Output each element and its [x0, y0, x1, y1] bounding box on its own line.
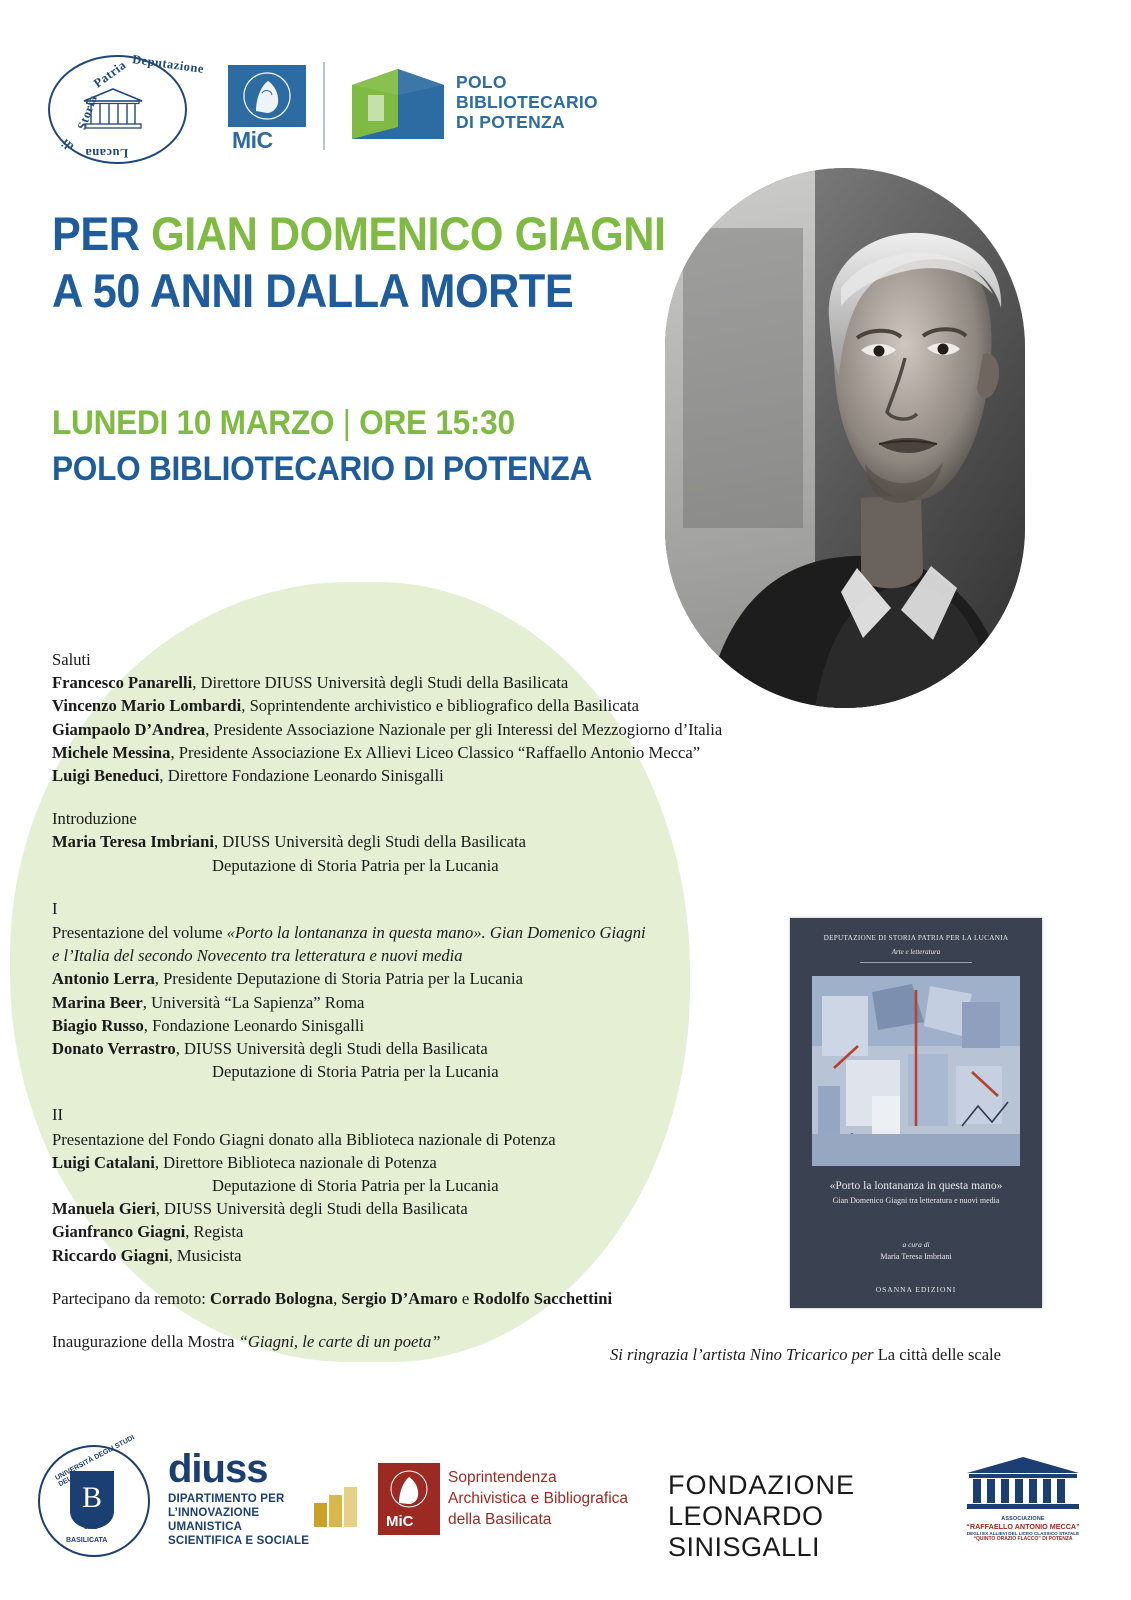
remote-name-2: Sergio D’Amaro — [341, 1288, 458, 1308]
speaker-role: , Direttore Fondazione Leonardo Sinisgalli — [159, 766, 444, 786]
affiliation-second-line: Deputazione di Storia Patria per la Lucania — [212, 1176, 499, 1196]
subtitle-separator: | — [334, 404, 360, 442]
unibas-logo — [38, 1434, 146, 1553]
mic-label: MiC — [232, 127, 273, 153]
book-building-icon — [348, 65, 446, 145]
speaker-name: Michele Messina — [52, 742, 171, 762]
book-title: «Porto la lontananza in questa mano» — [829, 1180, 1003, 1192]
section-description: Presentazione del Fondo Giagni donato alla Biblioteca nazionale di Potenza — [52, 1129, 556, 1149]
title-line2: A 50 ANNI DALLA MORTE — [52, 264, 574, 317]
portrait-illustration — [665, 168, 1025, 708]
speaker-name: Luigi Beneduci — [52, 766, 160, 786]
program-text — [52, 648, 812, 1373]
speaker-role: , DIUSS Università degli Studi della Basilicata — [213, 832, 526, 852]
speaker-name: Antonio Lerra — [52, 969, 155, 989]
mecca-line-1: ASSOCIAZIONE — [1001, 1516, 1045, 1522]
section-numeral: II — [52, 1105, 64, 1125]
unibas-bottom-text: BASILICATA — [66, 1537, 108, 1544]
logo-word-lucana: Lucana — [85, 146, 129, 160]
section-description — [52, 921, 812, 944]
exhibition-opening — [52, 1330, 812, 1353]
list-item-second-line — [52, 1174, 812, 1197]
speaker-role: , Musicista — [168, 1245, 242, 1265]
mostra-title: “Giagni, le carte di un poeta” — [238, 1332, 441, 1352]
mecca-line-4: “QUINTO ORAZIO FLACCO” DI POTENZA — [973, 1536, 1073, 1542]
speaker-role: , Presidente Deputazione di Storia Patria per la Lucania — [154, 969, 523, 989]
introduzione-block — [52, 807, 812, 877]
logo-text-ring — [40, 45, 205, 170]
speaker-name: Vincenzo Mario Lombardi — [52, 696, 242, 716]
list-item — [52, 991, 812, 1014]
list-item — [52, 1151, 812, 1174]
soprintendenza-logo — [378, 1463, 636, 1535]
event-subtitle — [52, 400, 592, 492]
book-publisher: OSANNA EDIZIONI — [875, 1285, 957, 1294]
speaker-name: Gianfranco Giagni — [52, 1222, 186, 1242]
saluti-block — [52, 648, 812, 787]
mic-red-box — [378, 1463, 440, 1535]
deputazione-storia-patria-logo — [40, 45, 205, 170]
book-cover — [790, 918, 1042, 1308]
unibas-text-ring — [38, 1434, 146, 1553]
list-item — [52, 1197, 812, 1220]
speaker-role: , Direttore DIUSS Università degli Studi della Basilicata — [192, 673, 569, 693]
affiliation-second-line: Deputazione di Storia Patria per la Lucania — [212, 1062, 499, 1082]
section-one-block — [52, 897, 812, 1084]
diuss-bars-icon — [314, 1487, 358, 1527]
list-item — [52, 1244, 812, 1267]
mic-box — [228, 65, 306, 127]
list-item — [52, 694, 812, 717]
desc-italic-1: «Porto la lontananza in questa mano». Gian Domenico Giagni — [226, 923, 646, 943]
speaker-name: Donato Verrastro — [52, 1039, 176, 1059]
section-two-block — [52, 1103, 812, 1266]
mic-emblem-icon — [389, 1469, 429, 1511]
diuss-line-3: UMANISTICA — [168, 1521, 243, 1533]
list-item — [52, 1220, 812, 1243]
mecca-association-logo — [948, 1455, 1098, 1555]
polo-line-1: POLO — [456, 72, 507, 92]
mecca-line-3: DEGLI EX ALLIEVI DEL LICEO CLASSICO STATALE — [966, 1531, 1080, 1536]
remote-prefix: Partecipano da remoto: — [52, 1288, 211, 1308]
book-series: Arte e letteratura — [891, 948, 941, 956]
fondazione-line-2: LEONARDO SINISGALLI — [668, 1501, 824, 1562]
mic-emblem-icon — [242, 71, 292, 121]
section-numeral: I — [52, 898, 58, 918]
speaker-name: Luigi Catalani — [52, 1152, 155, 1172]
title-per: PER — [52, 207, 152, 260]
abstract-painting-icon — [812, 976, 1020, 1166]
page-title — [52, 205, 666, 319]
speaker-name: Manuela Gieri — [52, 1199, 156, 1219]
speaker-name: Maria Teresa Imbriani — [52, 832, 214, 852]
desc-plain: Presentazione del volume — [52, 923, 227, 943]
title-name: GIAN DOMENICO GIAGNI — [151, 207, 666, 260]
diuss-line-4: SCIENTIFICA E SOCIALE — [168, 1535, 310, 1547]
polo-label — [456, 72, 598, 132]
list-item — [52, 718, 812, 741]
speaker-role: , DIUSS Università degli Studi della Basilicata — [155, 1199, 468, 1219]
credits-plain: La città delle scale — [877, 1345, 1001, 1364]
header-logos — [0, 0, 1131, 180]
speaker-role: , Direttore Biblioteca nazionale di Potenza — [154, 1152, 437, 1172]
temple-icon — [963, 1455, 1083, 1511]
list-item — [52, 1014, 812, 1037]
speaker-name: Riccardo Giagni — [52, 1245, 169, 1265]
list-item-second-line — [52, 854, 812, 877]
event-venue: POLO BIBLIOTECARIO DI POTENZA — [52, 450, 592, 488]
speaker-role: , Presidente Associazione Nazionale per gli Interessi del Mezzogiorno d’Italia — [205, 719, 723, 739]
list-item-second-line — [52, 1060, 812, 1083]
affiliation-second-line: Deputazione di Storia Patria per la Lucania — [212, 855, 499, 875]
speaker-role: , Università “La Sapienza” Roma — [142, 992, 365, 1012]
footer-logos — [0, 1425, 1131, 1565]
mic-red-label: MiC — [386, 1513, 414, 1530]
logo-divider — [323, 62, 325, 150]
saluti-label: Saluti — [52, 650, 91, 669]
remote-sep-2: e — [457, 1288, 474, 1308]
speaker-role: , Presidente Associazione Ex Allievi Liceo Classico “Raffaello Antonio Mecca” — [170, 742, 701, 762]
logo-word-di: di — [58, 135, 77, 154]
event-time: ORE 15:30 — [359, 404, 515, 442]
soprintendenza-text — [448, 1467, 628, 1530]
speaker-name: Biagio Russo — [52, 1015, 144, 1035]
speaker-name: Francesco Panarelli — [52, 673, 193, 693]
portrait-photo — [665, 168, 1025, 708]
introduzione-label: Introduzione — [52, 809, 137, 829]
list-item — [52, 1037, 812, 1060]
soprintendenza-line-3: della Basilicata — [448, 1511, 552, 1528]
book-cura-name: Maria Teresa Imbriani — [880, 1252, 952, 1261]
list-item — [52, 741, 812, 764]
soprintendenza-line-1: Soprintendenza — [448, 1469, 557, 1486]
speaker-role: , DIUSS Università degli Studi della Basilicata — [175, 1039, 488, 1059]
book-artwork — [812, 976, 1020, 1166]
speaker-role: , Regista — [185, 1222, 244, 1242]
book-rule — [860, 962, 972, 963]
unibas-year: 1982 — [84, 1525, 98, 1531]
book-cura-label: a cura di — [902, 1240, 930, 1249]
list-item — [52, 764, 812, 787]
speaker-role: , Soprintendente archivistico e bibliografico della Basilicata — [241, 696, 639, 716]
remote-name-3: Rodolfo Sacchettini — [473, 1288, 613, 1308]
mecca-line-2: “RAFFAELLO ANTONIO MECCA” — [966, 1522, 1080, 1531]
diuss-line-2: L’INNOVAZIONE — [168, 1507, 260, 1519]
remote-sep-1: , — [333, 1288, 342, 1308]
svg-text:B: B — [81, 1481, 103, 1514]
credits-italic: Si ringrazia l’artista Nino Tricarico per — [610, 1345, 878, 1364]
speaker-name: Giampaolo D’Andrea — [52, 719, 206, 739]
mostra-prefix: Inaugurazione della Mostra — [52, 1332, 239, 1352]
section-description-2 — [52, 944, 812, 967]
fondazione-line-1: FONDAZIONE — [668, 1470, 856, 1500]
remote-participants — [52, 1287, 812, 1310]
book-publisher-line: DEPUTAZIONE DI STORIA PATRIA PER LA LUCANIA — [823, 934, 1009, 942]
desc-italic-2: e l’Italia del secondo Novecento tra letteratura e nuovi media — [52, 946, 463, 966]
list-item — [52, 671, 812, 694]
logo-word-storia: Storia — [74, 93, 101, 132]
diuss-line-1: DIPARTIMENTO PER — [168, 1493, 285, 1505]
polo-bibliotecario-logo — [348, 60, 598, 152]
logo-word-deputazione: Deputazione — [131, 52, 205, 76]
list-item — [52, 967, 812, 990]
list-item — [52, 830, 812, 853]
speaker-role: , Fondazione Leonardo Sinisgalli — [143, 1015, 365, 1035]
diuss-wordmark: diuss — [168, 1447, 268, 1491]
unibas-top-text: UNIVERSITÀ DEGLI STUDI DELLA — [54, 1434, 136, 1489]
diuss-logo — [168, 1447, 358, 1552]
remote-name-1: Corrado Bologna — [210, 1288, 334, 1308]
event-date: LUNEDI 10 MARZO — [52, 404, 335, 442]
soprintendenza-line-2: Archivistica e Bibliografica — [448, 1490, 629, 1507]
mic-ministry-logo — [228, 65, 306, 153]
polo-line-3: DI POTENZA — [456, 112, 565, 132]
polo-line-2: BIBLIOTECARIO — [456, 92, 598, 112]
book-subtitle: Gian Domenico Giagni tra letteratura e nuovi media — [832, 1196, 1000, 1205]
fondazione-sinisgalli-logo — [668, 1470, 923, 1562]
logo-word-patria: Patria — [91, 57, 129, 91]
speaker-name: Marina Beer — [52, 992, 143, 1012]
